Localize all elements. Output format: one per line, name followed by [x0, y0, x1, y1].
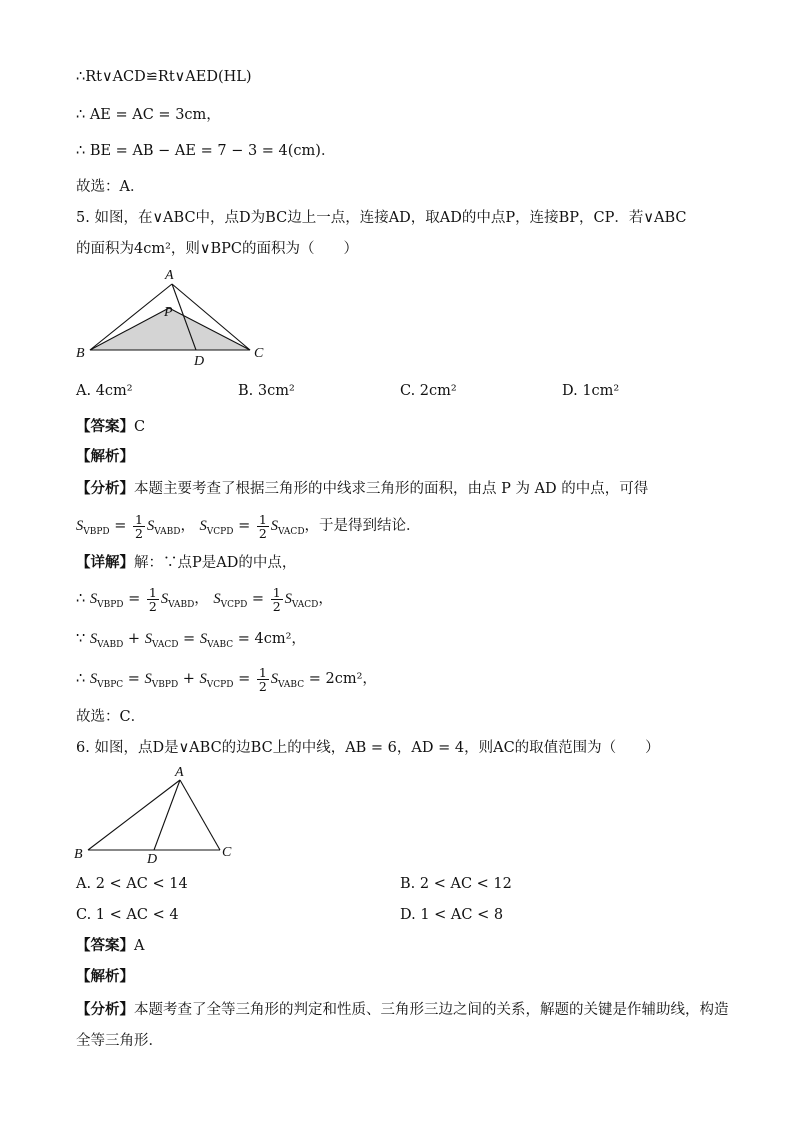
sub: VACD [278, 526, 305, 537]
q6-figure [72, 762, 242, 866]
q5-answer: C [134, 419, 146, 435]
q6-label-c: C [222, 845, 232, 860]
frac-num: 1 [258, 664, 267, 680]
frac-den: 2 [272, 598, 281, 614]
frac-num: 1 [272, 584, 281, 600]
sub: VCPD [220, 599, 248, 610]
q5-option-d: D. 1cm² [562, 383, 620, 399]
q5-answer-tag: 【答案】 [76, 418, 134, 435]
sub: VACD [291, 599, 319, 610]
sub: VABD [97, 639, 124, 650]
proof-line-1: ∴Rt∨ACD≌Rt∨AED(HL) [76, 69, 252, 85]
therefore-symbol: ∴ [76, 591, 86, 607]
sub: VABC [207, 639, 234, 650]
q5-label-c: C [254, 346, 264, 361]
q6-stem: 6. 如图，点D是∨ABC的边BC上的中线，AB = 6，AD = 4，则AC的取值范围为（ ） [76, 740, 660, 756]
q5-fenxi-tail: ，于是得到结论． [304, 518, 421, 534]
q6-label-a: A [175, 765, 184, 780]
frac-den: 2 [135, 525, 143, 541]
q6-fenxi-text: 本题考查了全等三角形的判定和性质、三角形三边之间的关系，解题的关键是作辅助线，构造 [134, 1002, 729, 1018]
q5-label-d: D [194, 354, 205, 369]
q5-xiangjie-tag: 【详解】 [76, 554, 134, 571]
therefore-symbol: ∴ [76, 671, 86, 687]
q5-fenxi-text: 本题主要考查了根据三角形的中线求三角形的面积，由点 P 为 AD 的中点，可得 [134, 481, 649, 497]
q6-side-ab [88, 780, 180, 850]
choose-line-1: 故选：A． [76, 179, 145, 195]
q5-option-b: B. 3cm² [238, 383, 295, 399]
q6-option-b: B. 2 < AC < 12 [400, 876, 512, 892]
q5-figure [76, 264, 286, 374]
q5-formula-line: $S_{VBPD}$ = $\frac{1}{2}$ $S_{VABD}$， $S_{VCPD}$ = $\frac{1}{2}$ $S_{VACD}$，于是得到结论． [76, 511, 421, 541]
q5-fenxi-tag: 【分析】 [76, 480, 134, 497]
sub: VCPD [206, 526, 234, 537]
q6-fenxi-line-1 [76, 999, 729, 1021]
sub: VBPD [97, 599, 124, 610]
proof-line-3: ∴ BE = AB − AE = 7 − 3 = 4(cm)． [76, 143, 336, 159]
sub: VBPD [151, 679, 179, 690]
q6-fenxi-tag: 【分析】 [76, 1001, 134, 1018]
q5-answer-line [76, 416, 145, 438]
frac-den: 2 [148, 598, 157, 614]
sub: VABC [278, 679, 305, 690]
q5-label-b: B [76, 346, 85, 361]
q5-xiangjie-text: 解：∵点P是AD的中点， [134, 555, 297, 571]
q6-option-a: A. 2 < AC < 14 [76, 876, 188, 892]
because-symbol: ∵ [76, 631, 86, 647]
frac-num: 1 [148, 584, 157, 600]
eq-2cm2: = 2cm²， [308, 671, 377, 687]
q6-option-c: C. 1 < AC < 4 [76, 907, 179, 923]
q6-fenxi-line-2: 全等三角形． [76, 1033, 163, 1049]
q6-side-ac [180, 780, 220, 850]
q5-choose: 故选：C． [76, 709, 146, 725]
q5-option-a: A. 4cm² [76, 383, 133, 399]
frac-num: 1 [135, 511, 143, 527]
q6-answer-tag: 【答案】 [76, 937, 134, 954]
eq-4cm2: = 4cm²， [237, 631, 306, 647]
q6-label-d: D [147, 852, 158, 866]
q6-answer: A [134, 938, 145, 954]
q5-step-1: ∴ $S_{VBPD}$ = $\frac{1}{2}$ $S_{VABD}$， $S_{VCPD}$ = $\frac{1}{2}$ $S_{VACD}$， [76, 584, 333, 614]
q5-label-a: A [165, 268, 174, 283]
sub: VBPD [83, 526, 110, 537]
frac-num: 1 [258, 511, 267, 527]
frac-den: 2 [258, 525, 267, 541]
sub: VABD [168, 599, 195, 610]
proof-line-2: ∴ AE = AC = 3cm， [76, 107, 221, 123]
q5-analysis-tag: 【解析】 [76, 448, 134, 465]
q5-label-p: P [164, 305, 173, 320]
q5-xiangjie-line [76, 552, 296, 574]
q5-step-2: ∵ $S_{VABD} + S_{VACD} = S_{VABC} = 4cm^2$， [76, 631, 306, 650]
q6-option-d: D. 1 < AC < 8 [400, 907, 504, 923]
q5-option-c: C. 2cm² [400, 383, 457, 399]
q5-stem-line-1: 5. 如图，在∨ABC中，点D为BC边上一点，连接AD，取AD的中点P，连接BP，CP．若∨ABC [76, 210, 687, 226]
frac-den: 2 [258, 678, 267, 694]
sub: VBPC [97, 679, 124, 690]
q5-step-3: ∴ $S_{VBPC} = S_{VBPD} + S_{VCPD}$ = $\frac{1}{2}$ $S_{VABC} = 2cm^2$， [76, 664, 377, 694]
q5-stem-line-2: 的面积为4cm²，则∨BPC的面积为（ ） [76, 241, 359, 257]
sub: VABD [154, 526, 181, 537]
sub: VCPD [206, 679, 234, 690]
q6-analysis-tag: 【解析】 [76, 968, 134, 985]
q6-label-b: B [74, 847, 83, 862]
q6-answer-line [76, 935, 144, 957]
q5-fenxi-line [76, 478, 648, 500]
sub: VACD [151, 639, 179, 650]
